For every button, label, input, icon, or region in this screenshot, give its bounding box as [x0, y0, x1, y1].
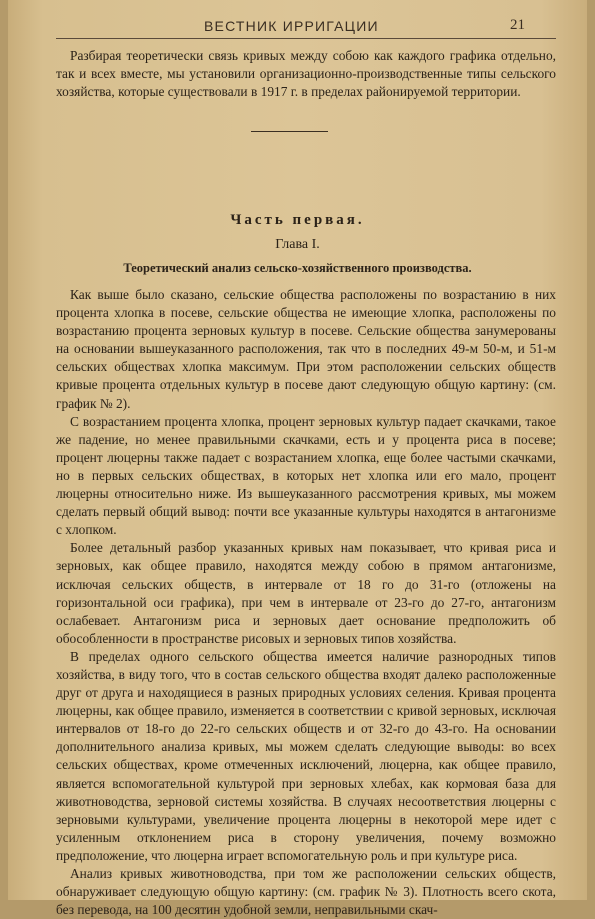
page-header — [8, 0, 587, 40]
paragraph-1: Как выше было сказано, сельские общества расположены по возрастанию в них процента хлопка в посеве, сельские общества не имеющие хлопка, расположены по возрастанию процента зерновых культур в посеве. Сельские общества занумерованы на основании вышеуказанного расположения, так что в последних 49-м 50-м, и 51-м сельских обществах хлопка максимум. При этом расположении сельских обществ кривые процента отдельных культур в посеве дают следующую общую картину: (см. график № 2). — [56, 287, 556, 411]
section-divider — [251, 131, 328, 132]
part-title: Часть первая. — [230, 212, 365, 228]
paragraph-3: Более детальный разбор указанных кривых нам показывает, что кривая риса и зерновых, как общее правило, находятся между собою в прямом антагонизме, исключая сельских обществ, в интервале от 18 го до 31-го (отложены на горизонтальной оси графика), при чем в интервале от 23-го до 27-го, антагонизм ослабевает. Антагонизм риса и зерновых дает основание предположить об обособленности в пространстве рисовых и зерновых типов хозяйства. — [56, 540, 556, 646]
section-title: Теоретический анализ сельско-хозяйственного производства. — [123, 261, 472, 275]
chapter-heading: Глава I. — [275, 237, 320, 252]
page-number: 21 — [510, 17, 525, 33]
paragraph-4: В пределах одного сельского общества имеется наличие разнородных типов хозяйства, в виду того, что в состав сельского общества входят далеко расположенные друг от друга и находящиеся в разных природных условиях селения. Кривая процента люцерны, как общее правило, изменяется в соответствии с кривой зерновых, исключая интервалов от 18-го до 22-го сельских обществ и от 32-го до 43-го. На основании дополнительного анализа кривых, мы можем сделать следующие выводы: во всех сельских обществах, кроме отмеченных исключений, люцерна, как общее правило, является вспомогательной культурой при зерновых хлебах, как кормовая база для животноводства, зерновой системы хозяйства. В случаях несоответствия люцерны с зерновыми культурами, увеличение процента люцерны в некоторой мере идет с усиленным отклонением риса в сторону увеличения, почему возможно предположение, что люцерна играет вспомогательную роль и при культуре риса. — [56, 648, 556, 863]
body-text — [56, 286, 556, 919]
running-head: ВЕСТНИК ИРРИГАЦИИ — [204, 18, 379, 34]
paragraph-5: Анализ кривых животноводства, при том же расположении сельских обществ, обнаруживает следующую общую картину: (см. график № 3). Плотность всего скота, без перевода, на 100 десятин удобной земли, неправильными скач- — [56, 866, 556, 918]
intro-paragraph: Разбирая теоретически связь кривых между собою как каждого графика отдельно, так и всех вместе, мы установили организационно-производственные типы сельского хозяйства, которые существовали в 1917 г. в пределах районируемой территории. — [56, 48, 556, 100]
intro-block — [56, 47, 556, 101]
document-page — [8, 0, 587, 918]
paragraph-2: С возрастанием процента хлопка, процент зерновых культур падает скачками, такое же падение, но менее правильными скачками, есть и у процента риса в посеве; процент люцерны также падает с возрастанием хлопка, еще более частыми скачками, но в первых сельских обществах, в которых нет хлопка или его мало, процент люцерны относительно ниже. Из вышеуказанного рассмотрения кривых, мы можем сделать первый общий вывод: почти все указанные культуры находятся в антагонизме с хлопком. — [56, 413, 556, 538]
header-rule — [56, 38, 556, 39]
